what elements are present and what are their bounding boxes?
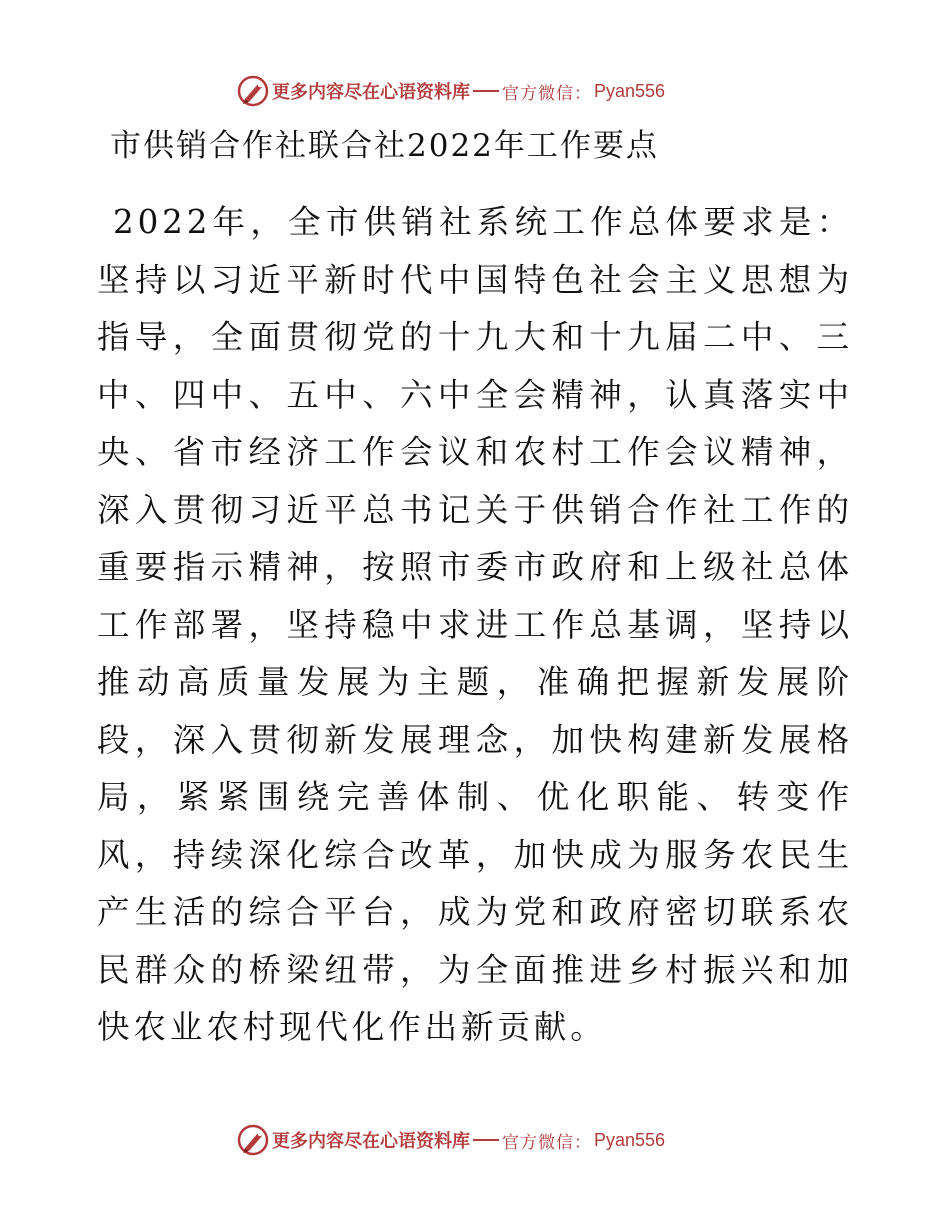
body-paragraph: 2022年，全市供销社系统工作总体要求是：坚持以习近平新时代中国特色社会主义思想为指导，全面贯彻党的十九大和十九届二中、三中、四中、五中、六中全会精神，认真落实中央、省市经济工作会议和农村工作会议精神，深入贯彻习近平总书记关于供销合作社工作的重要指示精神，按照市委市政府和上级社总体工作部署，坚持稳中求进工作总基调，坚持以推动高质量发展为主题，准确把握新发展阶段，深入贯彻新发展理念，加快构建新发展格局，紧紧围绕完善体制、优化职能、转变作风，持续深化综合改革，加快成为服务农民生产生活的综合平台，成为党和政府密切联系农民群众的桥梁纽带，为全面推进乡村振兴和加快农业农村现代化作出新贡献。 xyxy=(97,203,853,1046)
watermark-dash xyxy=(473,1139,499,1141)
watermark-wechat-label: 官方微信： xyxy=(502,83,592,104)
document-title: 市供销合作社联合社2022年工作要点 xyxy=(110,128,659,164)
pen-logo-icon xyxy=(236,1123,270,1157)
watermark-dash xyxy=(473,90,499,92)
header-watermark-banner xyxy=(236,74,665,108)
watermark-text: 更多内容尽在心语资料库 xyxy=(272,82,470,103)
watermark-wechat-id: Pyan556 xyxy=(594,80,666,101)
footer-watermark-banner xyxy=(236,1123,665,1157)
watermark-wechat-label: 官方微信： xyxy=(502,1132,592,1153)
watermark-text: 更多内容尽在心语资料库 xyxy=(272,1131,470,1152)
watermark-wechat-id: Pyan556 xyxy=(594,1129,666,1150)
document-body xyxy=(97,194,853,1057)
pen-logo-icon xyxy=(236,74,270,108)
